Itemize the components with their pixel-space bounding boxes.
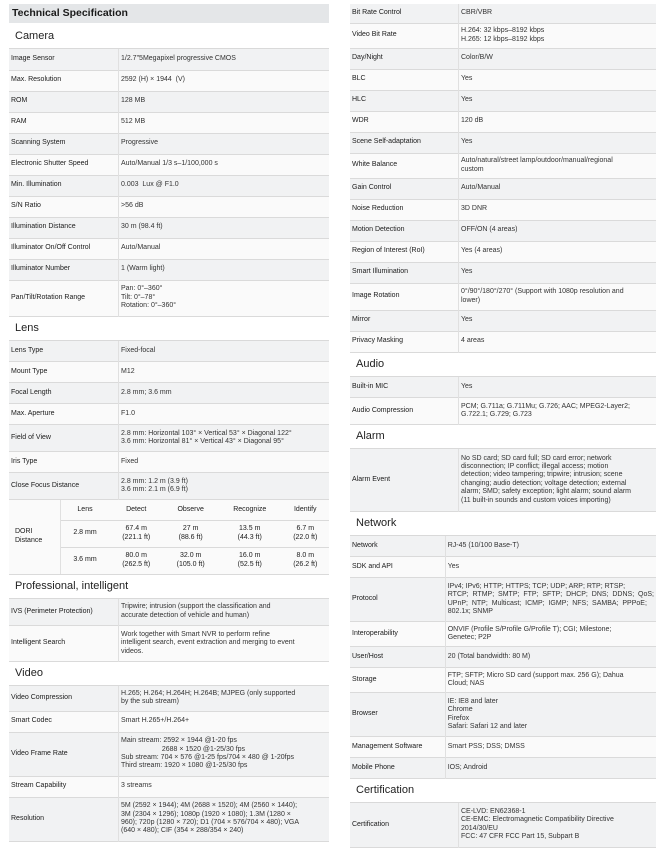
spec-row bbox=[350, 262, 656, 283]
dori-cell: 27 m (88.6 ft) bbox=[163, 520, 217, 547]
section-video-heading: Video bbox=[9, 662, 329, 686]
spec-row bbox=[350, 220, 656, 241]
spec-value: 0°/90°/180°/270° (Support with 1080p resolution and lower) bbox=[459, 283, 657, 310]
right-column bbox=[350, 4, 656, 848]
spec-value: 30 m (98.4 ft) bbox=[119, 217, 330, 238]
spec-value: Fixed-focal bbox=[119, 341, 330, 362]
spec-row bbox=[350, 377, 656, 398]
spec-row bbox=[350, 647, 656, 668]
spec-row bbox=[350, 578, 656, 622]
spec-row bbox=[9, 238, 329, 259]
spec-label: Iris Type bbox=[9, 452, 119, 473]
spec-label: Video Compression bbox=[9, 686, 119, 711]
spec-value: CE-LVD: EN62368-1 CE-EMC: Electromagnetic Compatibility Directive 2014/30/EU FCC: 47 CFR FCC Part 15, Subpart B bbox=[459, 803, 657, 847]
section-certification-heading: Certification bbox=[350, 779, 656, 803]
spec-value: 2.8 mm: Horizontal 103° × Vertical 53° × Diagonal 122° 3.6 mm: Horizontal 81° × Vertical 43° × Diagonal 95° bbox=[119, 425, 330, 452]
spec-label: Max. Aperture bbox=[9, 404, 119, 425]
section-audio-heading: Audio bbox=[350, 353, 656, 377]
spec-label: RAM bbox=[9, 112, 119, 133]
spec-row bbox=[9, 686, 329, 711]
network-table bbox=[350, 536, 656, 780]
spec-label: ROM bbox=[9, 91, 119, 112]
spec-label: Illuminator Number bbox=[9, 259, 119, 280]
spec-value: >56 dB bbox=[119, 196, 330, 217]
spec-label: Built-in MIC bbox=[350, 377, 459, 398]
alarm-table bbox=[350, 449, 656, 512]
dori-cell: 13.5 m (44.3 ft) bbox=[218, 520, 282, 547]
spec-label: Pan/Tilt/Rotation Range bbox=[9, 280, 119, 316]
spec-row bbox=[9, 362, 329, 383]
spec-label: Stream Capability bbox=[9, 776, 119, 797]
spec-label: HLC bbox=[350, 90, 459, 111]
spec-value: Fixed bbox=[119, 452, 330, 473]
spec-label: Gain Control bbox=[350, 178, 459, 199]
spec-value: OFF/ON (4 areas) bbox=[459, 220, 657, 241]
spec-row bbox=[350, 199, 656, 220]
dori-header-recognize: Recognize bbox=[218, 500, 282, 520]
section-alarm-heading: Alarm bbox=[350, 425, 656, 449]
spec-label: Min. Illumination bbox=[9, 175, 119, 196]
spec-value: Pan: 0°–360° Tilt: 0°–78° Rotation: 0°–360° bbox=[119, 280, 330, 316]
spec-label: Protocol bbox=[350, 578, 445, 622]
spec-value: Auto/Manual 1/3 s–1/100,000 s bbox=[119, 154, 330, 175]
spec-value: 120 dB bbox=[459, 111, 657, 132]
spec-row bbox=[350, 622, 656, 647]
spec-value: 1/2.7"5Megapixel progressive CMOS bbox=[119, 49, 330, 70]
spec-row bbox=[9, 404, 329, 425]
spec-label: Scanning System bbox=[9, 133, 119, 154]
spec-value: 5M (2592 × 1944); 4M (2688 × 1520); 4M (2560 × 1440); 3M (2304 × 1296); 1080p (1920 × 1080); 1.3M (1280 × 960); 720p (1280 × 720); D1 (704 × 576/704 × 480); VGA (640 × 480); CIF (354 × 288/354 × 240) bbox=[119, 797, 330, 841]
spec-value: 20 (Total bandwidth: 80 M) bbox=[445, 647, 656, 668]
audio-table bbox=[350, 377, 656, 426]
spec-label: Video Bit Rate bbox=[350, 23, 459, 48]
spec-label: Privacy Masking bbox=[350, 331, 459, 352]
spec-value: H.264: 32 kbps–8192 kbps H.265: 12 kbps–8192 kbps bbox=[459, 23, 657, 48]
dori-cell: 32.0 m (105.0 ft) bbox=[163, 547, 217, 574]
spec-value: Yes bbox=[459, 377, 657, 398]
professional-table bbox=[9, 599, 329, 663]
spec-row bbox=[9, 797, 329, 841]
spec-value: Progressive bbox=[119, 133, 330, 154]
spec-row bbox=[350, 69, 656, 90]
certification-table bbox=[350, 803, 656, 848]
video-table bbox=[9, 686, 329, 842]
spec-value: Smart PSS; DSS; DMSS bbox=[445, 737, 656, 758]
spec-label: Illuminator On/Off Control bbox=[9, 238, 119, 259]
spec-value: Yes (4 areas) bbox=[459, 241, 657, 262]
spec-value: Main stream: 2592 × 1944 @1-20 fps 2688 × 1520 @1-25/30 fps Sub stream: 704 × 576 @1-25 fps/704 × 480 @ 1-20fps Third stream: 1920 × 1080 @1-25/30 fps bbox=[119, 732, 330, 776]
spec-label: S/N Ratio bbox=[9, 196, 119, 217]
spec-value: Smart H.265+/H.264+ bbox=[119, 711, 330, 732]
spec-row bbox=[9, 599, 329, 626]
spec-label: Mobile Phone bbox=[350, 758, 445, 779]
spec-value: 3D DNR bbox=[459, 199, 657, 220]
page-title: Technical Specification bbox=[9, 4, 329, 23]
spec-value: 2.8 mm; 3.6 mm bbox=[119, 383, 330, 404]
spec-label: User/Host bbox=[350, 647, 445, 668]
spec-value: Color/B/W bbox=[459, 48, 657, 69]
spec-row bbox=[9, 91, 329, 112]
spec-value: IE: IE8 and later Chrome Firefox Safari: Safari 12 and later bbox=[445, 693, 656, 737]
spec-value: 4 areas bbox=[459, 331, 657, 352]
spec-value: 1 (Warm light) bbox=[119, 259, 330, 280]
spec-label: Motion Detection bbox=[350, 220, 459, 241]
left-column bbox=[9, 4, 329, 842]
spec-row bbox=[9, 383, 329, 404]
section-camera-heading: Camera bbox=[9, 25, 329, 49]
dori-row-lens: 3.6 mm bbox=[61, 547, 110, 574]
spec-label: Image Sensor bbox=[9, 49, 119, 70]
spec-row bbox=[9, 776, 329, 797]
spec-label: Noise Reduction bbox=[350, 199, 459, 220]
spec-label: Electronic Shutter Speed bbox=[9, 154, 119, 175]
spec-value: Auto/Manual bbox=[459, 178, 657, 199]
spec-row bbox=[9, 133, 329, 154]
dori-header-row bbox=[9, 500, 329, 520]
dori-cell: 8.0 m (26.2 ft) bbox=[282, 547, 329, 574]
spec-row bbox=[9, 112, 329, 133]
spec-row bbox=[9, 196, 329, 217]
spec-row bbox=[9, 341, 329, 362]
spec-row bbox=[350, 283, 656, 310]
spec-row bbox=[350, 331, 656, 352]
spec-row bbox=[9, 70, 329, 91]
spec-row bbox=[350, 536, 656, 557]
spec-label: Smart Codec bbox=[9, 711, 119, 732]
spec-row bbox=[350, 449, 656, 511]
video-continued-table bbox=[350, 4, 656, 353]
spec-value: PCM; G.711a; G.711Mu; G.726; AAC; MPEG2-Layer2; G.722.1; G.729; G.723 bbox=[459, 398, 657, 425]
dori-cell: 6.7 m (22.0 ft) bbox=[282, 520, 329, 547]
spec-row bbox=[350, 668, 656, 693]
spec-label: Image Rotation bbox=[350, 283, 459, 310]
spec-row bbox=[9, 175, 329, 196]
spec-label: Certification bbox=[350, 803, 459, 847]
spec-label: Storage bbox=[350, 668, 445, 693]
spec-row bbox=[350, 23, 656, 48]
spec-value: RJ-45 (10/100 Base-T) bbox=[445, 536, 656, 557]
spec-row bbox=[9, 154, 329, 175]
spec-value: Yes bbox=[459, 90, 657, 111]
spec-value: No SD card; SD card full; SD card error; network disconnection; IP conflict; illegal access; motion detection; video tampering; tripwire; intrusion; scene changing; audio detection; voltage detection; external alarm; SMD; safety exception; light alarm; sound alarm (11 built-in sounds and custom voices importing) bbox=[459, 449, 657, 511]
spec-row bbox=[350, 398, 656, 425]
dori-header-identify: Identify bbox=[282, 500, 329, 520]
spec-row bbox=[9, 732, 329, 776]
spec-label: Smart Illumination bbox=[350, 262, 459, 283]
spec-value: 2.8 mm: 1.2 m (3.9 ft) 3.6 mm: 2.1 m (6.9 ft) bbox=[119, 473, 330, 500]
spec-value: IOS; Android bbox=[445, 758, 656, 779]
spec-value: H.265; H.264; H.264H; H.264B; MJPEG (only supported by the sub stream) bbox=[119, 686, 330, 711]
camera-table bbox=[9, 49, 329, 317]
spec-label: Network bbox=[350, 536, 445, 557]
spec-row bbox=[9, 425, 329, 452]
spec-label: BLC bbox=[350, 69, 459, 90]
spec-value: FTP; SFTP; Micro SD card (support max. 256 G); Dahua Cloud; NAS bbox=[445, 668, 656, 693]
spec-row bbox=[9, 49, 329, 70]
spec-row bbox=[9, 452, 329, 473]
dori-row-lens: 2.8 mm bbox=[61, 520, 110, 547]
spec-row bbox=[9, 626, 329, 662]
spec-row bbox=[350, 693, 656, 737]
dori-cell: 80.0 m (262.5 ft) bbox=[109, 547, 163, 574]
dori-header-observe: Observe bbox=[163, 500, 217, 520]
spec-label: Lens Type bbox=[9, 341, 119, 362]
spec-label: Illumination Distance bbox=[9, 217, 119, 238]
section-network-heading: Network bbox=[350, 512, 656, 536]
spec-label: White Balance bbox=[350, 153, 459, 178]
spec-value: CBR/VBR bbox=[459, 4, 657, 23]
spec-label: Max. Resolution bbox=[9, 70, 119, 91]
spec-row bbox=[350, 48, 656, 69]
spec-row bbox=[9, 280, 329, 316]
spec-value: Yes bbox=[459, 310, 657, 331]
section-professional-heading: Professional, intelligent bbox=[9, 575, 329, 599]
section-lens-heading: Lens bbox=[9, 317, 329, 341]
spec-value: Tripwire; intrusion (support the classification and accurate detection of vehicle and human) bbox=[119, 599, 330, 626]
spec-value: M12 bbox=[119, 362, 330, 383]
dori-header-lens: Lens bbox=[61, 500, 110, 520]
spec-label: Close Focus Distance bbox=[9, 473, 119, 500]
spec-row bbox=[9, 217, 329, 238]
spec-row bbox=[350, 737, 656, 758]
spec-row bbox=[350, 241, 656, 262]
spec-row bbox=[350, 4, 656, 23]
spec-value: Work together with Smart NVR to perform refine intelligent search, event extraction and merging to event videos. bbox=[119, 626, 330, 662]
spec-row bbox=[9, 711, 329, 732]
spec-label: Management Software bbox=[350, 737, 445, 758]
spec-value: 3 streams bbox=[119, 776, 330, 797]
spec-value: 0.003 Lux @ F1.0 bbox=[119, 175, 330, 196]
spec-value: 2592 (H) × 1944 (V) bbox=[119, 70, 330, 91]
spec-label: Mount Type bbox=[9, 362, 119, 383]
spec-label: Video Frame Rate bbox=[9, 732, 119, 776]
spec-value: 512 MB bbox=[119, 112, 330, 133]
spec-label: Intelligent Search bbox=[9, 626, 119, 662]
spec-label: Resolution bbox=[9, 797, 119, 841]
spec-row bbox=[350, 111, 656, 132]
dori-header-detect: Detect bbox=[109, 500, 163, 520]
spec-row bbox=[350, 153, 656, 178]
spec-label: Scene Self-adaptation bbox=[350, 132, 459, 153]
spec-label: Interoperability bbox=[350, 622, 445, 647]
spec-value: Yes bbox=[459, 69, 657, 90]
spec-value: Yes bbox=[459, 132, 657, 153]
spec-value: IPv4; IPv6; HTTP; HTTPS; TCP; UDP; ARP; RTP; RTSP; RTCP; RTMP; SMTP; FTP; SFTP; DHCP; DNS; DDNS; QoS; UPnP; NTP; Multicast; ICMP; IGMP; NFS; SAMBA; PPPoE; 802.1x; SNMP bbox=[445, 578, 656, 622]
spec-label: Field of View bbox=[9, 425, 119, 452]
spec-value: ONVIF (Profile S/Profile G/Profile T); CGI; Milestone; Genetec; P2P bbox=[445, 622, 656, 647]
spec-label: Browser bbox=[350, 693, 445, 737]
spec-value: 128 MB bbox=[119, 91, 330, 112]
spec-value: Auto/natural/street lamp/outdoor/manual/regional custom bbox=[459, 153, 657, 178]
spec-row bbox=[350, 310, 656, 331]
spec-label: Audio Compression bbox=[350, 398, 459, 425]
spec-label: Day/Night bbox=[350, 48, 459, 69]
spec-label: Region of Interest (RoI) bbox=[350, 241, 459, 262]
spec-row bbox=[350, 90, 656, 111]
spec-label: SDK and API bbox=[350, 557, 445, 578]
spec-row bbox=[350, 758, 656, 779]
spec-row bbox=[350, 132, 656, 153]
spec-row bbox=[9, 259, 329, 280]
spec-row bbox=[350, 803, 656, 847]
dori-cell: 16.0 m (52.5 ft) bbox=[218, 547, 282, 574]
dori-label: DORI Distance bbox=[9, 500, 61, 574]
spec-label: WDR bbox=[350, 111, 459, 132]
spec-label: Mirror bbox=[350, 310, 459, 331]
spec-value: Yes bbox=[445, 557, 656, 578]
dori-cell: 67.4 m (221.1 ft) bbox=[109, 520, 163, 547]
spec-value: Auto/Manual bbox=[119, 238, 330, 259]
lens-table bbox=[9, 341, 329, 501]
spec-row bbox=[350, 178, 656, 199]
spec-row bbox=[350, 557, 656, 578]
dori-distance-table bbox=[9, 500, 329, 575]
spec-label: Alarm Event bbox=[350, 449, 459, 511]
spec-row bbox=[9, 473, 329, 500]
spec-value: Yes bbox=[459, 262, 657, 283]
spec-value: F1.0 bbox=[119, 404, 330, 425]
spec-label: Bit Rate Control bbox=[350, 4, 459, 23]
spec-label: Focal Length bbox=[9, 383, 119, 404]
spec-label: IVS (Perimeter Protection) bbox=[9, 599, 119, 626]
